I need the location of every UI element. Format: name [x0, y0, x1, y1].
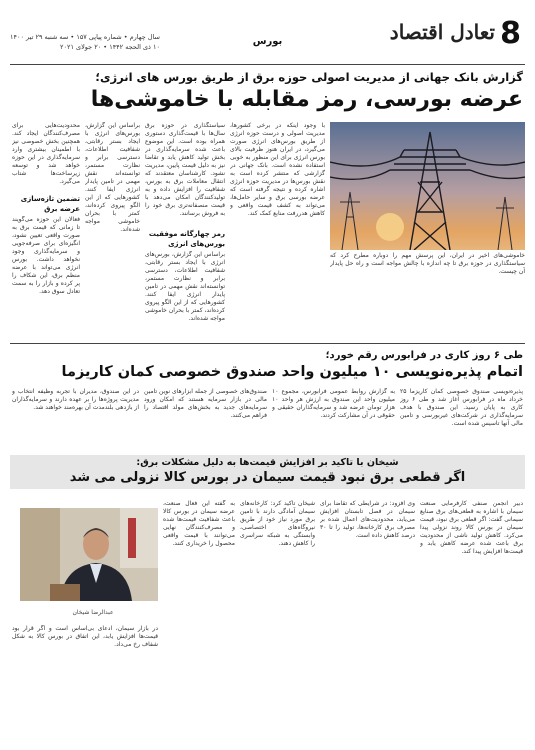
story3-title-band — [10, 455, 525, 489]
power-tower-photo — [330, 122, 525, 250]
lead-headline: عرضه بورسی، رمز مقابله با خاموشی‌ها — [90, 87, 523, 112]
lead-column-2-wrap — [145, 122, 225, 337]
lead-column-4-wrap — [12, 122, 80, 337]
lead-divider — [10, 343, 525, 344]
lead-column-3: براساس این گزارش، بورس‌های انرژی با ایجاد بستر رقابتی، شفافیت اطلاعات، دسترسی برابر و نظارت مستمر، توانسته‌اند نقش مهمی در تامین پایدار انرژی ایفا کنند. کشورهایی که از این الگو پیروی کرده‌اند، کمتر با بحران خاموشی مواجه شده‌اند. — [85, 122, 140, 233]
photo-caption: خاموشی‌های اخیر در ایران، این پرسش مهم را دوباره مطرح کرد که سیاستگذاری در حوزه برق تا چه اندازه با چالش مواجه است و راه حل پایدار آن چیست. — [330, 252, 525, 275]
lead-column-4: محدودیت‌هایی برای مصرف‌کنندگان ایجاد کند. همچنین بخش خصوصی نیز با اطمینان بیشتری وارد سرمایه‌گذاری در این حوزه خواهد شد و توسعه زیرساخت‌ها شتاب می‌گیرد. — [12, 122, 80, 185]
lead-column-2-cont: براساس این گزارش، بورس‌های انرژی با ایجاد بستر رقابتی، شفافیت اطلاعات، دسترسی برابر و نظارت مستمر، توانسته‌اند نقش مهمی در تامین پایدار انرژی ایفا کنند. کشورهایی که از این الگو پیروی کرده‌اند، کمتر با بحران خاموشی مواجه شده‌اند. — [145, 251, 225, 322]
dateline-line-2: ۱۰ ذی الحجه ۱۴۴۲ • ۲۰ جولای ۲۰۲۱ — [59, 43, 160, 51]
story2-kicker: طی ۶ روز کاری در فرابورس رقم خورد؛ — [325, 350, 523, 361]
story2-headline: اتمام پذیره‌نویسی ۱۰ میلیون واحد صندوق خصوصی کمان کاریزما — [61, 364, 523, 380]
story2-column-1: پذیره‌نویسی صندوق خصوصی کمان کاریزما ۲۵ خرداد ماه در فرابورس آغاز شد و طی ۶ روز کاری به پایان رسید. این صندوق با هدف سرمایه‌گذاری در شرکت‌های غیربورسی و تامین مالی آنها تاسیس شده است. — [400, 388, 523, 427]
story2-column-4: در این صندوق، مدیران با تجربه وظیفه انتخاب و مدیریت پروژه‌ها را بر عهده دارند و سرمایه‌گذاران از بازدهی بلندمدت آن بهره‌مند خواهند شد. — [12, 388, 139, 411]
dateline — [10, 32, 160, 52]
story3-column-3: شیخان تاکید کرد: کارخانه‌های سیمان آمادگی دارند با تامین برق مورد نیاز خود از طریق نیروگاه‌های اختصاصی، وابستگی به شبکه سراسری را کاهش دهند. — [240, 500, 315, 547]
lead-column-4-cont: فعالان این حوزه می‌گویند تا زمانی که قیمت برق به صورت واقعی تعیین نشود، انگیزه‌ای برای صرفه‌جویی و سرمایه‌گذاری وجود نخواهد داشت. بورس انرژی می‌تواند با عرضه منظم برق، این شکاف را پر کرده و بازار را به سمت تعادل سوق دهد. — [12, 216, 80, 295]
masthead — [10, 14, 525, 62]
lead-kicker: گزارش بانک جهانی از مدیریت اصولی حوزه برق از طریق بورس های انرژی؛ — [95, 70, 523, 84]
section-title: بورس — [252, 36, 283, 47]
lead-column-2-subhead: رمز چهارگانه موفقیت بورس‌های انرژی — [148, 230, 225, 248]
lead-column-2: سیاستگذاری در حوزه برق سال‌ها با قیمت‌گذاری دستوری همراه بوده است. این موضوع باعث شده سرمایه‌گذاری در بخش تولید کاهش یابد و تقاضا نیز به دلیل قیمت پایین، مدیریت نشود. کارشناسان معتقدند که انتقال معاملات برق به بورس، شفافیت را افزایش داده و به تولیدکنندگان امکان می‌دهد با قیمت منصفانه‌تری برق خود را به فروش برسانند. — [145, 122, 225, 217]
newspaper-logo: تعادل اقتصاد — [389, 20, 495, 44]
dateline-line-1: سال چهارم • شماره پیاپی ۱۵۷ • سه شنبه ۲۹ تیر ۱۴۰۰ — [9, 33, 160, 41]
story3-kicker: شیخان با تاکید بر افزایش قیمت‌ها به دلیل مشکلات برق: — [136, 457, 399, 468]
page-number: 8 — [500, 16, 521, 51]
power-tower-illustration — [330, 122, 525, 250]
story3-column-1: دبیر انجمن صنفی کارفرمایی صنعت سیمان با اشاره به قطعی‌های برق صنایع سیمانی گفت: اگر قطعی برق نبود، قیمت سیمان در بورس کالا روند نزولی پیدا می‌کرد. کاهش تولید ناشی از محدودیت برق باعث شده عرضه کاهش یابد و قیمت‌ها افزایش پیدا کند. — [420, 500, 523, 555]
story3-column-5: در بازار سیمان، ادعای بی‌اساس است و اگر قرار بود قیمت‌ها افزایش یابد، این اتفاق در بورس کالا به شکل شفاف رخ می‌داد. — [12, 625, 158, 648]
interviewee-photo — [20, 508, 158, 601]
story2-column-2: به گزارش روابط عمومی فرابورس، مجموع ۱۰ میلیون واحد این صندوق به ارزش هر واحد ۱۰ هزار تومان عرضه شد و سرمایه‌گذاران حقیقی و حقوقی در آن مشارکت کردند. — [272, 388, 395, 419]
story3-headline: اگر قطعی برق نبود قیمت سیمان در بورس کالا نزولی می شد — [69, 470, 466, 485]
man-portrait-illustration — [20, 508, 158, 601]
photo-note: عبدالرضا شیخان — [72, 609, 114, 616]
lead-column-4-subhead: تضمین تازه‌سازی عرضه برق — [20, 195, 80, 213]
lead-column-1: با وجود اینکه در برخی کشورها، مدیریت اصولی و درست حوزه انرژی از طریق بورس‌های انرژی صورت می‌گیرد، در ایران هنوز ظرفیت بالای بورس انرژی برای این منظور به خوبی استفاده نشده است. بانک جهانی در گزارشی که منتشر کرده است به نقش بورس‌ها در مدیریت حوزه انرژی اشاره کرده و نتیجه گرفته است که عرضه بورسی برق و سایر حامل‌ها، می‌تواند به کشف قیمت واقعی و کاهش هدررفت منابع کمک کند. — [230, 122, 325, 217]
story3-column-2: وی افزود: در شرایطی که تقاضا برای سیمان در فصل تابستان افزایش می‌یابد، محدودیت‌های اعمال شده بر مصرف برق کارخانه‌ها، تولید را تا ۳۰ درصد کاهش داده است. — [320, 500, 415, 539]
story2-column-3: صندوق‌های خصوصی از جمله ابزارهای نوین تامین مالی در بازار سرمایه هستند که امکان ورود سرمایه‌های جدید به بخش‌های مولد اقتصاد را فراهم می‌کنند. — [144, 388, 267, 419]
story3-column-4: به گفته این فعال صنعت، عرضه سیمان در بورس کالا باعث شفافیت قیمت‌ها شده و مصرف‌کنندگان نهایی می‌توانند با قیمت واقعی محصول را خریداری کنند. — [163, 500, 235, 547]
header-divider — [10, 64, 525, 65]
